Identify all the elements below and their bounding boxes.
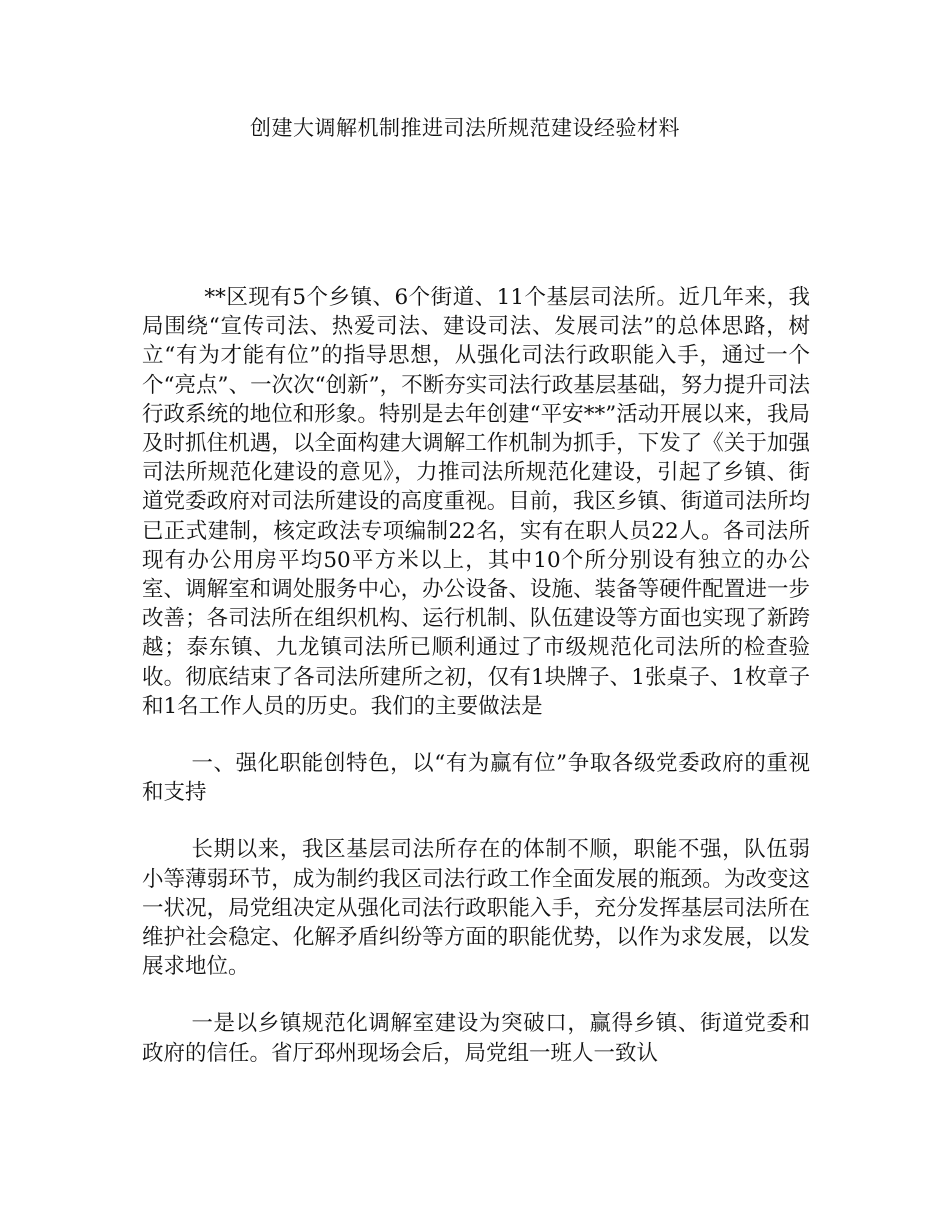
paragraph-intro: **区现有5个乡镇、6个街道、11个基层司法所。近几年来，我局围绕“宣传司法、热爱司法、建设司法、发展司法”的总体思路，树立“有为才能有位”的指导思想，从强化司法行政职能入手，通过一个个“亮点”、一次次“创新”，不断夯实司法行政基层基础，努力提升司法行政系统的地位和形象。特别是去年创建“平安**”活动开展以来，我局及时抓住机遇，以全面构建大调解工作机制为抓手，下发了《关于加强司法所规范化建设的意见》，力推司法所规范化建设，引起了乡镇、街道党委政府对司法所建设的高度重视。目前，我区乡镇、街道司法所均已正式建制，核定政法专项编制22名，实有在职人员22人。各司法所现有办公用房平均50平方米以上，其中10个所分别设有独立的办公室、调解室和调处服务中心，办公设备、设施、装备等硬件配置进一步改善；各司法所在组织机构、运行机制、队伍建设等方面也实现了新跨越；泰东镇、九龙镇司法所已顺利通过了市级规范化司法所的检查验收。彻底结束了各司法所建所之初，仅有1块牌子、1张桌子、1枚章子和1名工作人员的历史。我们的主要做法是 <box>142 285 811 719</box>
paragraph-background: 长期以来，我区基层司法所存在的体制不顺，职能不强，队伍弱小等薄弱环节，成为制约我区司法行政工作全面发展的瓶颈。为改变这一状况，局党组决定从强化司法行政职能入手，充分发挥基层司法所在维护社会稳定、化解矛盾纠纷等方面的职能优势，以作为求发展，以发展求地位。 <box>142 837 810 980</box>
document-body <box>142 283 810 1096</box>
document-title: 创建大调解机制推进司法所规范建设经验材料 <box>250 116 680 140</box>
paragraph-section-heading: 一、强化职能创特色，以“有为赢有位”争取各级党委政府的重视和支持 <box>142 751 810 806</box>
paragraph-first-measure: 一是以乡镇规范化调解室建设为突破口，赢得乡镇、街道党委和政府的信任。省厅邳州现场会后，局党组一班人一致认 <box>142 1011 810 1066</box>
